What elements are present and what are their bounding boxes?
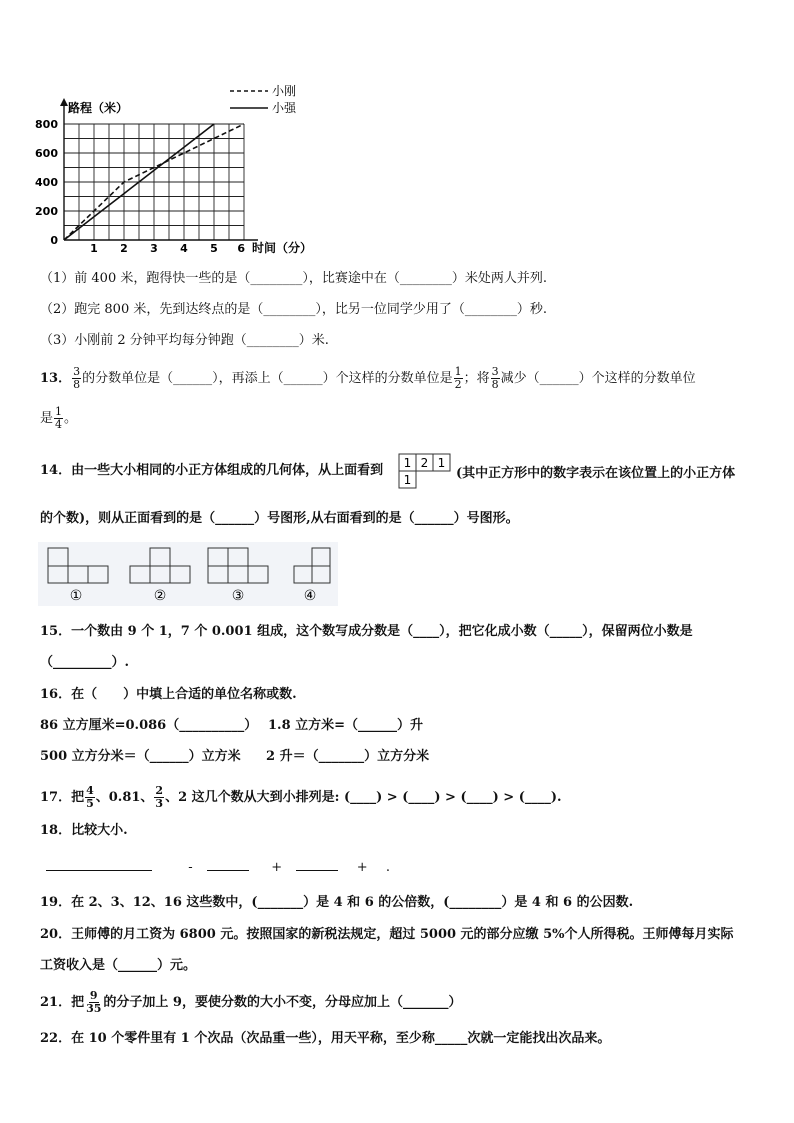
q18-blank-1 bbox=[46, 858, 152, 871]
q13-line2 bbox=[40, 406, 77, 431]
x-tick-label: 4 bbox=[180, 242, 188, 255]
chart-axes bbox=[60, 98, 312, 255]
y-axis-arrow bbox=[60, 98, 68, 106]
q21-post: 的分子加上 9，要使分数的大小不变，分母应加上（_______） bbox=[103, 995, 462, 1010]
q15-text1: 15．一个数由 9 个 1，7 个 0.001 组成，这个数写成分数是（____），把它化成小数（_____），保留两位小数是 bbox=[40, 624, 693, 639]
q18-op-plus-1: + bbox=[271, 860, 283, 875]
q17-pre: 17．把 bbox=[40, 790, 85, 805]
x-tick-label: 6 bbox=[237, 242, 245, 255]
q14-cell-3: 1 bbox=[437, 456, 446, 470]
q13-number: 13． bbox=[40, 371, 72, 386]
q18-op-plus-2: + bbox=[356, 860, 368, 875]
q13-text2: ；将 bbox=[463, 371, 490, 386]
y-tick-label: 600 bbox=[35, 147, 58, 160]
q16-row2a: 500 立方分米＝（______）立方米 bbox=[40, 749, 241, 764]
q16-row1b: 1.8 立方米=（______）升 bbox=[268, 718, 424, 733]
q20-text2: 工资收入是（______）元。 bbox=[40, 958, 197, 973]
x-tick-label: 2 bbox=[120, 242, 128, 255]
y-tick-label: 200 bbox=[35, 205, 58, 218]
q16-row1a: 86 立方厘米=0.086（__________） bbox=[40, 718, 258, 733]
q20-text1: 20．王师傅的月工资为 6800 元。按照国家的新税法规定，超过 5000 元的部分应缴 5%个人所得税。王师傅每月实际 bbox=[40, 927, 734, 942]
q17-line bbox=[40, 785, 562, 810]
x-tick-label: 3 bbox=[150, 242, 158, 255]
q21-pre: 21．把 bbox=[40, 995, 85, 1010]
q14-option-2: ② bbox=[153, 588, 167, 604]
chart-grid bbox=[64, 124, 244, 240]
q18-text1: 18．比较大小. bbox=[40, 823, 128, 838]
q12-sub2: （2）跑完 800 米，先到达终点的是（________），比另一位同学少用了（________）秒. bbox=[40, 302, 547, 317]
q16-row2b: 2 升＝（_______）立方分米 bbox=[266, 749, 430, 764]
q18-op-minus: - bbox=[188, 860, 193, 875]
q14-text3: 的个数)，则从正面看到的是（______）号图形,从右面看到的是（______）号图形。 bbox=[40, 511, 519, 526]
q13-fraction-3-8: $\frac{3}{8}$ bbox=[73, 365, 81, 391]
q14-option-3: ③ bbox=[231, 588, 245, 604]
y-tick-label: 800 bbox=[35, 118, 58, 131]
y-tick-label: 0 bbox=[50, 234, 58, 247]
q13-text4: 是 bbox=[40, 411, 54, 426]
q13-text1: 的分数单位是（______），再添上（______）个这样的分数单位是 bbox=[82, 371, 453, 386]
y-tick-label: 400 bbox=[35, 176, 58, 189]
q18-blank-3 bbox=[296, 858, 338, 871]
q13-fraction-3-8b: $\frac{3}{8}$ bbox=[491, 365, 499, 391]
q22-text: 22．在 10 个零件里有 1 个次品（次品重一些），用天平称，至少称_____次就一定能找出次品来。 bbox=[40, 1031, 611, 1046]
q13-line1 bbox=[40, 366, 696, 391]
q16-text1: 16．在（ ）中填上合适的单位名称或数. bbox=[40, 687, 297, 702]
x-tick-label: 1 bbox=[90, 242, 98, 255]
x-tick-label: 5 bbox=[210, 242, 218, 255]
q14-top-view bbox=[398, 452, 454, 492]
q15-text2: （_________）. bbox=[40, 655, 130, 670]
q19-text: 19．在 2、3、12、16 这些数中，(_______）是 4 和 6 的公倍数，(________）是 4 和 6 的公因数. bbox=[40, 895, 634, 910]
q17-mid: 、0.81、 bbox=[95, 790, 154, 805]
q17-fraction-4-5: $\frac{4}{5}$ bbox=[86, 784, 94, 810]
y-axis-label: 路程（米） bbox=[68, 101, 129, 115]
legend-label: 小强 bbox=[272, 101, 297, 115]
q14-cell-2: 2 bbox=[420, 456, 429, 470]
q17-fraction-2-3: $\frac{2}{3}$ bbox=[155, 784, 164, 810]
q21-line bbox=[40, 990, 461, 1015]
q14-text2: (其中正方形中的数字表示在该位置上的小正方体 bbox=[456, 466, 736, 481]
q14-option-1: ① bbox=[69, 588, 83, 604]
x-axis-label: 时间（分） bbox=[252, 241, 313, 255]
chart-legend bbox=[230, 83, 297, 115]
q13-text5: 。 bbox=[64, 411, 78, 426]
q14-option-4: ④ bbox=[303, 588, 317, 604]
q18-op-dot: . bbox=[385, 860, 391, 875]
q21-fraction-9-35: $\frac{9}{35}$ bbox=[86, 989, 102, 1015]
q18-compare-row bbox=[46, 858, 390, 876]
q12-sub3: （3）小刚前 2 分钟平均每分钟跑（________）米. bbox=[40, 333, 329, 348]
q13-text3: 减少（______）个这样的分数单位 bbox=[500, 371, 696, 386]
q14-text1: 14．由一些大小相同的小正方体组成的几何体，从上面看到 bbox=[40, 463, 384, 478]
q14-cell-4: 1 bbox=[403, 473, 412, 487]
legend-label: 小刚 bbox=[272, 84, 297, 98]
q12-sub1: （1）前 400 米，跑得快一些的是（________），比赛途中在（________）米处两人并列. bbox=[40, 271, 547, 286]
q18-blank-2 bbox=[207, 858, 249, 871]
q14-option-figures bbox=[38, 542, 338, 606]
q14-options-panel bbox=[38, 542, 338, 606]
q14-cell-1: 1 bbox=[403, 456, 412, 470]
q13-fraction-1-4: $\frac{1}{4}$ bbox=[55, 405, 63, 431]
q17-post: 、2 这几个数从大到小排列是: (____) > (____) > (____) > (____). bbox=[165, 790, 562, 805]
distance-time-chart bbox=[0, 80, 340, 255]
q13-fraction-1-2: $\frac{1}{2}$ bbox=[454, 365, 462, 391]
